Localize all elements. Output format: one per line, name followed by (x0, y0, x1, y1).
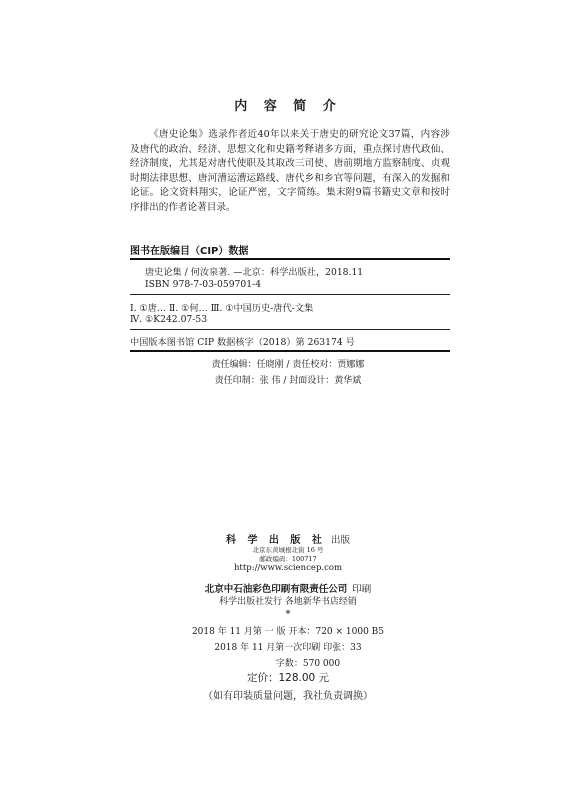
summary-text: 《唐史论集》选录作者近40年以来关于唐史的研究论文37篇，内容涉及唐代的政治、经济、思想文化和史籍考释诸多方面，重点探讨唐代政仙、经济制度，尤其是对唐代使职及其取改三司使、唐前期地方监察制度、贞观时期法律思想、唐河漕运漕运路线、唐代乡和乡官等问题，有深入的发掘和论证。论文资料翔实，论证严密，文字简练。集末附9篇书籍史文章和按时序排出的作者论著目录。 (130, 129, 450, 213)
cip-mid-rule (130, 294, 450, 295)
cip-top-rule (130, 258, 450, 260)
edition-line: 2018 年 11 月第 一 版 开本：720 × 1000 B5 (191, 627, 385, 637)
printing-line: 2018 年 11 月第一次印刷 印张：33 (214, 643, 362, 653)
wordcount-line: 字数：570 000 (275, 659, 341, 669)
printer-name: 北京中石油彩色印刷有限责任公司 (204, 584, 348, 595)
cip-lower-rule (130, 329, 450, 330)
quality-notice: （如有印装质量问题，我社负责调换） (203, 691, 373, 702)
publisher-website: http://www.sciencep.com (233, 563, 343, 573)
staff-production: 责任印制：张 伟 / 封面设计：黄华斌 (214, 376, 362, 386)
summary-paragraph (130, 128, 450, 216)
price-line: 定价：128.00 元 (246, 672, 330, 684)
publisher-address: 北京东黄城根北街 16 号 (252, 546, 324, 554)
staff-editors: 责任编辑：任晓刚 / 责任校对：贾娜娜 (211, 360, 365, 370)
cip-classification: Ⅰ. ①唐… Ⅱ. ①何… Ⅲ. ①中国历史-唐代-文集 (130, 303, 314, 314)
distribution-line: 科学出版社发行 各地新华书店经销 (219, 597, 357, 607)
cip-class-number: Ⅳ. ①K242.07-53 (130, 314, 208, 325)
cip-record-number: 中国版本图书馆 CIP 数据核字（2018）第 263174 号 (130, 337, 355, 348)
cip-heading: 图书在版编目（CIP）数据 (130, 246, 249, 257)
publisher-name: 科 学 出 版 社 (225, 535, 326, 546)
summary-title: 内 容 简 介 (234, 99, 342, 114)
cip-bottom-rule (130, 350, 450, 352)
cip-isbn: ISBN 978-7-03-059701-4 (145, 279, 262, 290)
publisher-postcode: 邮政编码：100717 (259, 555, 317, 563)
publisher-role: 出版 (331, 535, 351, 546)
printer-role: 印刷 (352, 584, 372, 595)
cip-title-line: 唐史论集 / 何汝泉著. —北京：科学出版社，2018.11 (145, 267, 364, 278)
separator-star: * (285, 609, 291, 620)
